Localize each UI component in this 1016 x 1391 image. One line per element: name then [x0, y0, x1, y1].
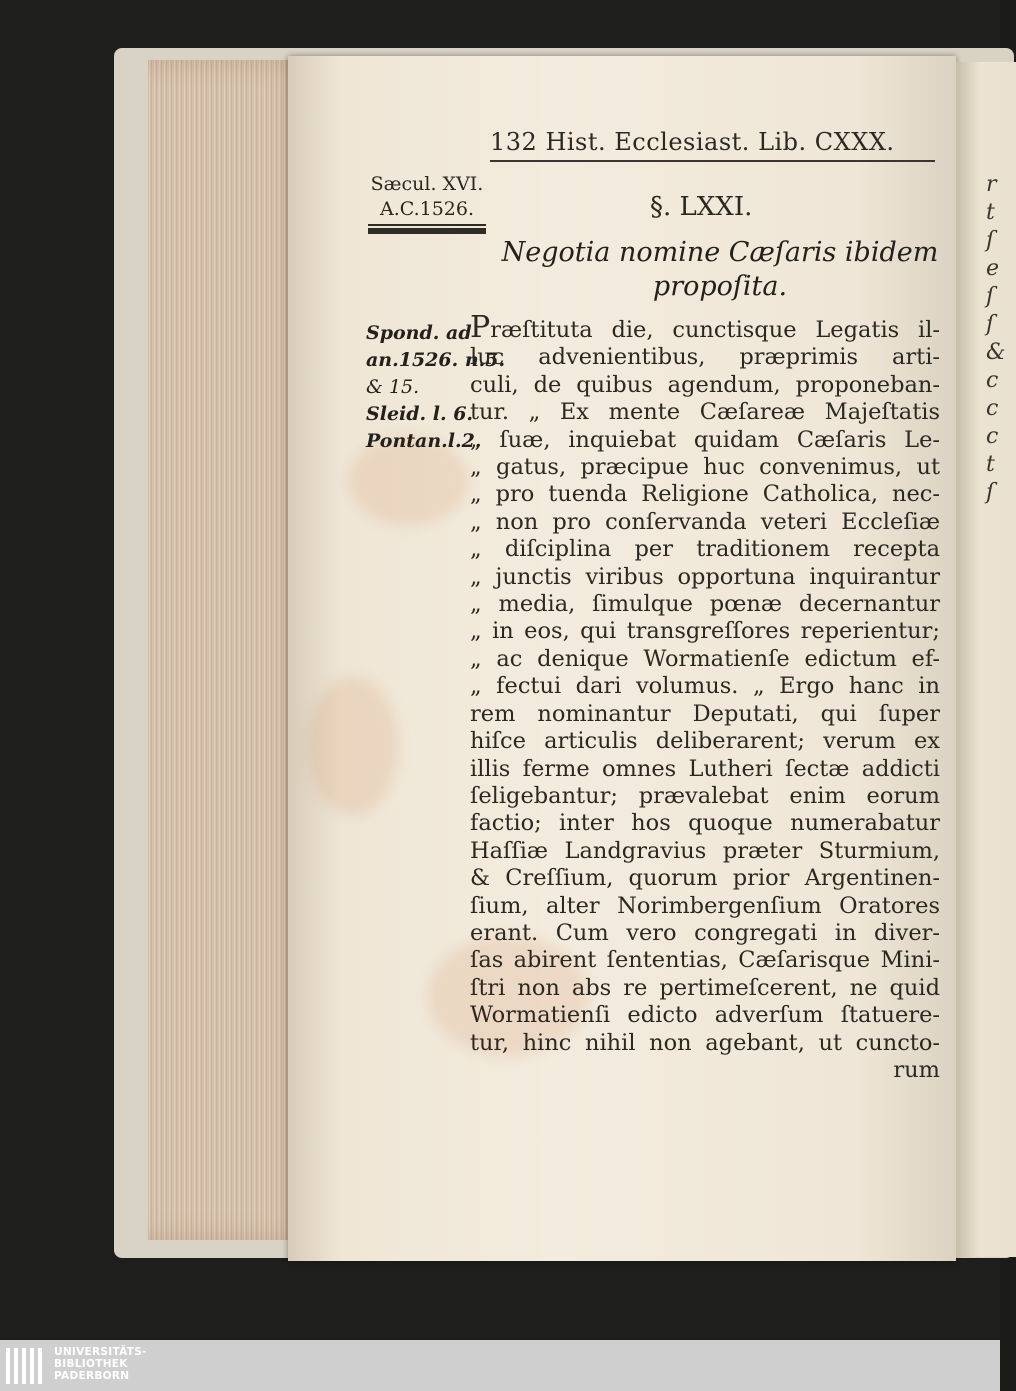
heading-line: Negotia nomine Cæſaris ibidem — [501, 237, 939, 268]
section-heading — [500, 236, 940, 304]
margin-year: A.C.1526. — [379, 198, 475, 220]
right-page-fragment: r — [986, 172, 997, 197]
body-line: tur, hinc nihil non agebant, ut cuncto- — [470, 1029, 940, 1056]
right-page-fragment: c — [986, 396, 999, 421]
body-line: factio; inter hos quoque numerabatur — [470, 810, 940, 837]
stain — [308, 676, 398, 816]
margin-ref: Spond. ad — [366, 322, 472, 344]
body-line: „ in eos, qui transgreſſores reperientur; — [470, 618, 940, 645]
library-name-line: PADERBORN — [54, 1370, 130, 1382]
right-page-fragment: e — [986, 256, 1000, 281]
body-line: „ media, ſimulque pœnæ decernantur — [470, 591, 940, 618]
body-line: „ diſciplina per traditionem recepta — [470, 536, 940, 563]
right-page-fragment: ſ — [986, 284, 995, 309]
body-line: rem nominantur Deputati, qui ſuper — [470, 700, 940, 727]
margin-rule — [368, 228, 486, 234]
body-line: „ non pro conſervanda veteri Eccleſiæ — [470, 508, 940, 535]
body-line: rum — [893, 1056, 940, 1083]
margin-rule — [368, 224, 486, 226]
running-head: 132 Hist. Ecclesiast. Lib. CXXX. — [490, 128, 935, 162]
margin-date — [366, 172, 488, 222]
body-line: „ fectui dari volumus. „ Ergo hanc in — [470, 673, 940, 700]
body-line: „ ac denique Wormatienſe edictum ef- — [470, 645, 940, 672]
body-text — [470, 310, 940, 1084]
body-line: ſium, alter Norimbergenſium Oratores — [470, 892, 940, 919]
body-line: ſas abirent ſententias, Cæſarisque Mini- — [470, 947, 940, 974]
body-line: culi, de quibus agendum, proponeban- — [470, 371, 940, 398]
body-line: „ ſuæ, inquiebat quidam Cæſaris Le- — [470, 426, 940, 453]
body-line: & Creſſium, quorum prior Argentinen- — [470, 865, 940, 892]
margin-ref: Sleid. l. 6. — [366, 403, 474, 425]
library-name-line: BIBLIOTHEK — [54, 1358, 128, 1370]
right-page-fragment: t — [986, 200, 995, 225]
right-page-edge — [956, 62, 1016, 1257]
body-line: Wormatienſi edicto adverſum ſtatuere- — [470, 1002, 940, 1029]
library-footer — [0, 1340, 1000, 1391]
right-page-fragment: c — [986, 424, 999, 449]
margin-century: Sæcul. XVI. — [370, 173, 484, 195]
body-line: hiſce articulis deliberarent; verum ex — [470, 728, 940, 755]
body-line: „ junctis viribus opportuna inquirantur — [470, 563, 940, 590]
body-line: luc advenientibus, præprimis arti- — [470, 344, 940, 371]
right-page-fragment: c — [986, 368, 999, 393]
right-page-fragment: ſ — [986, 480, 995, 505]
heading-line: propoſita. — [652, 271, 788, 302]
body-line: tur. „ Ex mente Cæſareæ Majeſtatis — [470, 399, 940, 426]
body-line: „ pro tuenda Religione Catholica, nec- — [470, 481, 940, 508]
library-logo-icon — [6, 1348, 46, 1384]
body-line: ſeligebantur; prævalebat enim eorum — [470, 782, 940, 809]
section-number: §. LXXI. — [650, 192, 753, 222]
library-name-line: UNIVERSITÄTS- — [54, 1346, 147, 1358]
margin-ref: an.1526. n.5. — [366, 349, 506, 371]
body-line: ſtri non abs re pertimeſcerent, ne quid — [470, 974, 940, 1001]
library-name — [54, 1346, 147, 1382]
body-line: illis ferme omnes Lutheri ſectæ addicti — [470, 755, 940, 782]
right-page-fragment: & — [986, 340, 1006, 365]
body-line: erant. Cum vero congregati in diver- — [470, 919, 940, 946]
margin-ref: & 15. — [366, 376, 420, 398]
body-line: Præſtituta die, cunctisque Legatis il- — [470, 310, 940, 345]
margin-ref: Pontan.l.2. — [366, 430, 482, 452]
right-page-fragment: t — [986, 452, 995, 477]
right-page-fragment: ſ — [986, 312, 995, 337]
right-page-fragment: ſ — [986, 228, 995, 253]
body-line: Haſſiæ Landgravius præter Sturmium, — [470, 837, 940, 864]
body-line: „ gatus, præcipue huc convenimus, ut — [470, 454, 940, 481]
